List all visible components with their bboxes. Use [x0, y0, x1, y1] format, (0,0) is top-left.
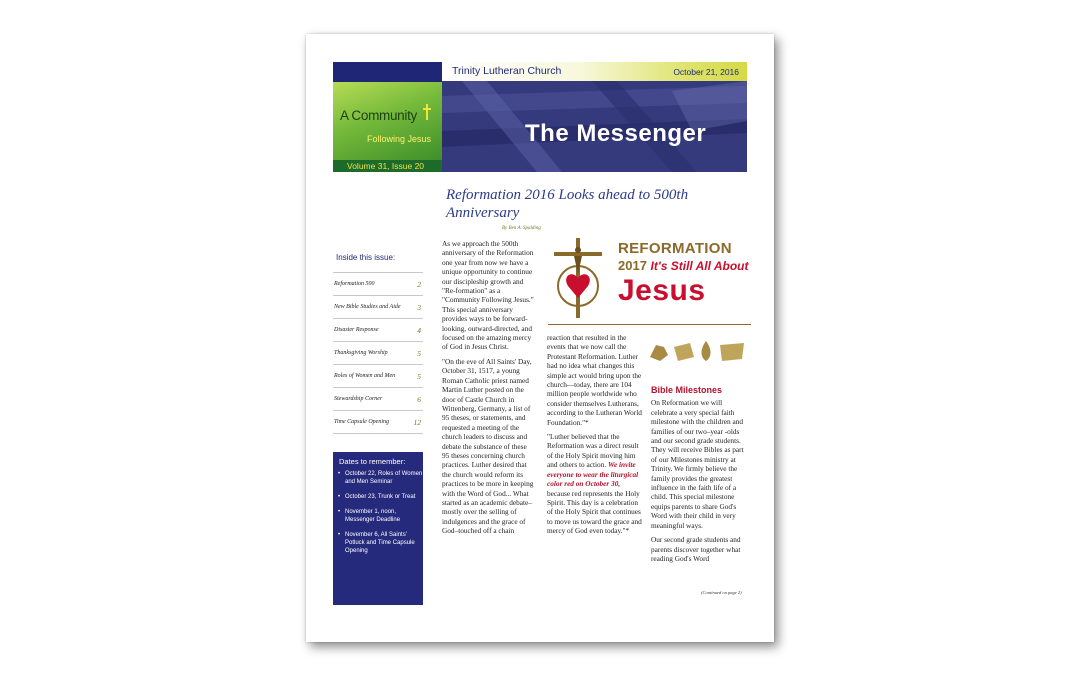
- toc-row[interactable]: Roles of Women and Men 5: [333, 365, 423, 388]
- tagline-line1: A Community: [340, 108, 417, 123]
- table-of-contents: [333, 272, 423, 434]
- date-item: • October 23, Trunk or Treat: [345, 493, 423, 501]
- newsletter-title: The Messenger: [525, 120, 707, 147]
- issue-date: October 21, 2016: [673, 67, 739, 77]
- logo-still: It's Still All About: [650, 259, 749, 273]
- paragraph: On Reformation we will celebrate a very special faith milestone with the children and families of our two–year -olds and our second grade students. They will receive Bibles as part of our Milestones ministry at Trinity. We firmly believe the family provides the greatest influence in the faith life of a child. This special milestone equips parents to share God's Word with their child in very meaningful ways.: [651, 398, 744, 530]
- masthead-strip: [442, 62, 747, 81]
- paragraph: Our second grade students and parents discover together what reading God's Word: [651, 535, 741, 563]
- logo-year: 2017: [618, 258, 647, 273]
- logo-divider: [548, 324, 751, 325]
- bible-milestones-heading: Bible Milestones: [651, 385, 723, 395]
- date-item: • November 1, noon, Messenger Deadline: [345, 508, 423, 524]
- tagline-line2: Following Jesus: [367, 134, 432, 144]
- toc-row[interactable]: New Bible Studies and Aide 3: [333, 296, 423, 319]
- article-column-3: [651, 386, 749, 568]
- church-name: Trinity Lutheran Church: [452, 65, 562, 77]
- logo-line3: Jesus: [618, 274, 706, 307]
- toc-row[interactable]: Thanksgiving Worship 5: [333, 342, 423, 365]
- reformation-logo: [548, 234, 751, 326]
- volume-issue: Volume 31, Issue 20: [333, 160, 442, 172]
- red-callout: We invite everyone to wear the liturgical color red on October 30,: [547, 460, 639, 489]
- article-title: Reformation 2016 Looks ahead to 500th Anniversary: [446, 187, 689, 221]
- toc-row[interactable]: Reformation 500 2: [333, 273, 423, 296]
- article-column-1: [442, 239, 534, 541]
- masthead-photo: [442, 81, 747, 172]
- masthead-left-block: [333, 62, 442, 172]
- dates-heading: Dates to remember:: [339, 457, 406, 466]
- newsletter-page: [306, 34, 774, 642]
- date-item: • October 22, Roles of Women and Men Seminar: [345, 470, 423, 486]
- toc-row[interactable]: Time Capsule Opening 12: [333, 411, 423, 434]
- masthead-navy-bar: [333, 62, 442, 82]
- article-byline: By Ben A. Spalding: [502, 226, 541, 231]
- continued-note: (Continued on page 2): [701, 590, 742, 595]
- toc-row[interactable]: Disaster Response 4: [333, 319, 423, 342]
- logo-line2: [618, 258, 749, 273]
- milestone-symbols: [646, 337, 748, 365]
- inside-issue-heading: Inside this issue:: [336, 253, 396, 262]
- toc-row[interactable]: Stewardship Corner 6: [333, 388, 423, 411]
- paragraph: "Luther believed that the Reformation was a direct result of the Holy Spirit moving him and others to action. We invite everyone to wear the liturgical color red on October 30, because red represents the Holy Spirit. This day is a celebration of the Holy Spirit that continues to move us toward the grace and mercy of God even today."*: [547, 432, 642, 536]
- milestone-symbols-icon: [646, 337, 748, 365]
- dates-list: [333, 470, 423, 562]
- logo-line1: REFORMATION: [618, 240, 732, 257]
- dates-box: [333, 452, 423, 605]
- paragraph: "On the eve of All Saints' Day, October 31, 1517, a young Roman Catholic priest named Martin Luther posted on the door of Castle Church in Wittenberg, Germany, a list of 95 theses, or statements, and requested a meeting of the church leaders to discuss and debate the substance of these 95 theses concerning church practices. Luther desired that the church would reform its practices to be more in keeping with the Word of God... What started as an academic debate–mostly over the selling of indulgences and the grace of God–touched off a chain: [442, 356, 534, 536]
- paragraph: As we approach the 500th anniversary of the Reformation one year from now we have a unique opportunity to continue our discipleship growth and "Re-formation" as a "Community Following Jesus." This special anniversary provides ways to be forward-looking, outward-directed, and focused on the amazing mercy of God in Jesus Christ.: [442, 239, 534, 352]
- paragraph: reaction that resulted in the events that we now call the Protestant Reformation. Luther had no idea what changes this simple act would bring upon the church—today, there are 104 million people worldwide who consider themselves Lutherans, according to the Lutheran World Foundation."*: [547, 333, 642, 427]
- article-column-2: [547, 333, 643, 541]
- date-item: • November 6, All Saints' Potluck and Time Capsule Opening: [345, 531, 423, 555]
